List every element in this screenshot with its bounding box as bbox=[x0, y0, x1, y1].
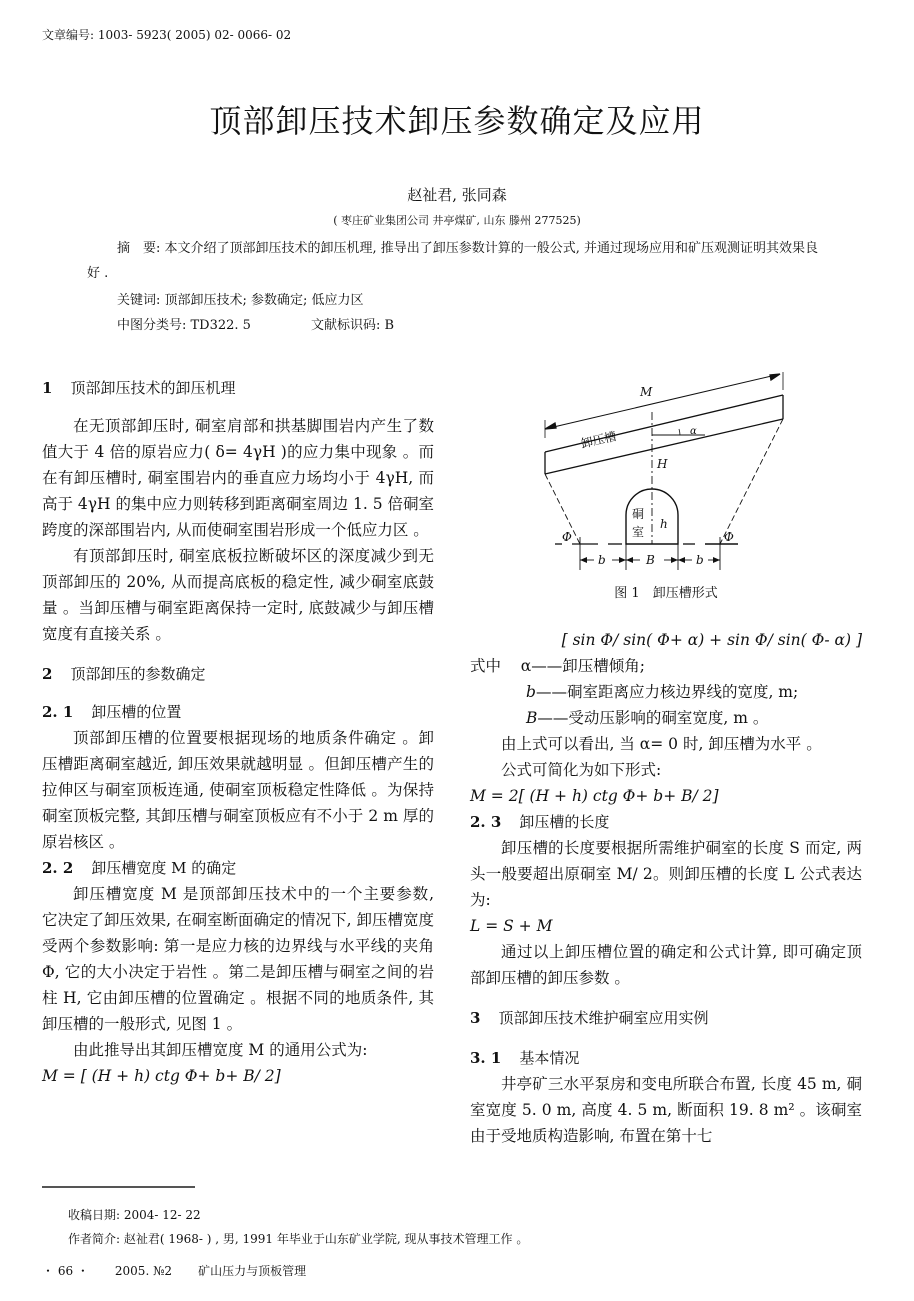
formula-simplified: M = 2[ (H + h) ctg Φ+ b+ B/ 2] bbox=[470, 787, 719, 805]
label-b-left: b bbox=[598, 553, 606, 567]
label-h-chamber: h bbox=[660, 517, 668, 531]
label-chamber-1: 硐 bbox=[632, 507, 645, 521]
paragraph-simplify: 公式可简化为如下形式: bbox=[501, 761, 662, 779]
section-2-2-heading: 2. 2 卸压槽宽度 M 的确定 bbox=[42, 859, 237, 877]
definition-b: b——硐室距离应力核边界线的宽度, m; bbox=[526, 683, 799, 701]
figure-1-diagram bbox=[530, 372, 800, 572]
definition-B: B——受动压影响的硐室宽度, m 。 bbox=[526, 709, 769, 727]
doc-code: 文献标识码: B bbox=[310, 318, 395, 333]
section-2-1-paragraph: 顶部卸压槽的位置要根据现场的地质条件确定 。卸压槽距离硐室越近, 卸压效果就越明显 。但卸压槽产生的拉伸区与硐室顶板连通, 使硐室顶板稳定性降低 。为保持硐室顶板完整, 其卸压槽与硐室顶板应有不小于 2 m 厚的原岩核区 。 bbox=[42, 729, 434, 851]
section-2-2-paragraph-1: 卸压槽宽度 M 是顶部卸压技术中的一个主要参数, 它决定了卸压效果, 在硐室断面确定的情况下, 卸压槽宽度受两个参数影响: 第一是应力核的边界线与水平线的夹角 Φ, 它的大小决定于岩性 。第二是卸压槽与硐室之间的岩柱 H, 它由卸压槽的位置确定 。根据不同的地质条件, 其卸压槽的一般形式, 见图 1 。 bbox=[42, 885, 434, 1033]
section-2-3-paragraph-1: 卸压槽的长度要根据所需维护硐室的长度 S 而定, 两头一般要超出原硐室 M/ 2。则卸压槽的长度 L 公式表达为: bbox=[470, 839, 862, 909]
affiliation: ( 枣庄矿业集团公司 井亭煤矿, 山东 滕州 277525) bbox=[333, 214, 581, 227]
formula-length: L = S + M bbox=[470, 917, 553, 935]
left-column bbox=[42, 375, 434, 1089]
label-alpha: α bbox=[690, 426, 697, 437]
section-3-1-heading: 3. 1 基本情况 bbox=[470, 1049, 580, 1067]
section-1-heading: 1 顶部卸压技术的卸压机理 bbox=[42, 379, 236, 397]
article-number: 文章编号: 1003- 5923( 2005) 02- 0066- 02 bbox=[42, 28, 292, 42]
dimension-m-line bbox=[545, 374, 780, 429]
label-chamber-2: 室 bbox=[632, 525, 645, 539]
keywords: 关键词: 顶部卸压技术; 参数确定; 低应力区 bbox=[117, 293, 364, 308]
abstract: 摘 要: 本文介绍了顶部卸压技术的卸压机理, 推导出了卸压参数计算的一般公式, 并通过现场应用和矿压观测证明其效果良好 . bbox=[87, 241, 819, 281]
authors: 赵祉君, 张同森 bbox=[407, 186, 507, 204]
label-b-width: B bbox=[646, 553, 655, 567]
arrow-left-icon bbox=[545, 423, 556, 429]
section-3-heading: 3 顶部卸压技术维护硐室应用实例 bbox=[470, 1009, 709, 1027]
where-line: 式中 α——卸压槽倾角; bbox=[470, 657, 645, 675]
figure-1-caption: 图 1 卸压槽形式 bbox=[614, 586, 718, 601]
section-2-3-paragraph-2: 通过以上卸压槽位置的确定和公式计算, 即可确定顶部卸压槽的卸压参数 。 bbox=[470, 943, 862, 987]
received-date: 收稿日期: 2004- 12- 22 bbox=[68, 1208, 201, 1222]
label-phi-right: Φ bbox=[724, 530, 734, 544]
journal-name: 矿山压力与顶板管理 bbox=[198, 1264, 307, 1278]
page-number: ・ 66 ・ bbox=[42, 1264, 89, 1278]
author-bio: 作者简介: 赵祉君( 1968- ) , 男, 1991 年毕业于山东矿业学院, 现从事技术管理工作 。 bbox=[68, 1232, 529, 1246]
section-2-heading: 2 顶部卸压的参数确定 bbox=[42, 665, 206, 683]
section-2-1-heading: 2. 1 卸压槽的位置 bbox=[42, 703, 182, 721]
page-footer bbox=[42, 1262, 332, 1279]
label-phi-left: Φ bbox=[562, 530, 572, 544]
footnote-rule bbox=[42, 1186, 195, 1188]
section-3-1-paragraph: 井亭矿三水平泵房和变电所联合布置, 长度 45 m, 硐室宽度 5. 0 m, 高度 4. 5 m, 断面积 19. 8 m² 。该硐室由于受地质构造影响, 布置在第十七 bbox=[470, 1075, 862, 1145]
classification bbox=[117, 314, 394, 333]
section-2-2-paragraph-2: 由此推导出其卸压槽宽度 M 的通用公式为: bbox=[73, 1041, 368, 1059]
paragraph-alpha-zero: 由上式可以看出, 当 α= 0 时, 卸压槽为水平 。 bbox=[501, 735, 822, 753]
right-column bbox=[470, 627, 862, 1149]
arrow-right-icon bbox=[770, 374, 780, 380]
section-2-3-heading: 2. 3 卸压槽的长度 bbox=[470, 813, 610, 831]
label-slot: 卸压槽 bbox=[579, 429, 618, 451]
section-1-paragraph-1: 在无顶部卸压时, 硐室肩部和拱基脚围岩内产生了数值大于 4 倍的原岩应力( δ= 4γH )的应力集中现象 。而在有卸压槽时, 硐室围岩内的垂直应力场均小于 4γH, 而高于 4γH 的集中应力则转移到距离硐室周边 1. 5 倍硐室跨度的深部围岩内, 从而使硐室围岩形成一个低应力区 。 bbox=[42, 417, 434, 539]
paper-title: 顶部卸压技术卸压参数确定及应用 bbox=[209, 102, 705, 140]
stress-boundary-right bbox=[720, 419, 783, 544]
formula-general: M = [ (H + h) ctg Φ+ b+ B/ 2] bbox=[42, 1067, 281, 1085]
formula-continuation: [ sin Φ/ sin( Φ+ α) + sin Φ/ sin( Φ- α) ] bbox=[561, 631, 862, 649]
label-b-right: b bbox=[696, 553, 704, 567]
label-h-pillar: H bbox=[657, 457, 668, 471]
clc-number: 中图分类号: TD322. 5 bbox=[117, 318, 251, 333]
section-1-paragraph-2: 有顶部卸压时, 硐室底板拉断破坏区的深度减少到无顶部卸压的 20%, 从而提高底板的稳定性, 减少硐室底鼓量 。当卸压槽与硐室距离保持一定时, 底鼓减少与卸压槽宽度有直接关系 。 bbox=[42, 547, 434, 643]
label-m: M bbox=[640, 385, 653, 399]
issue: 2005. №2 bbox=[114, 1264, 173, 1278]
